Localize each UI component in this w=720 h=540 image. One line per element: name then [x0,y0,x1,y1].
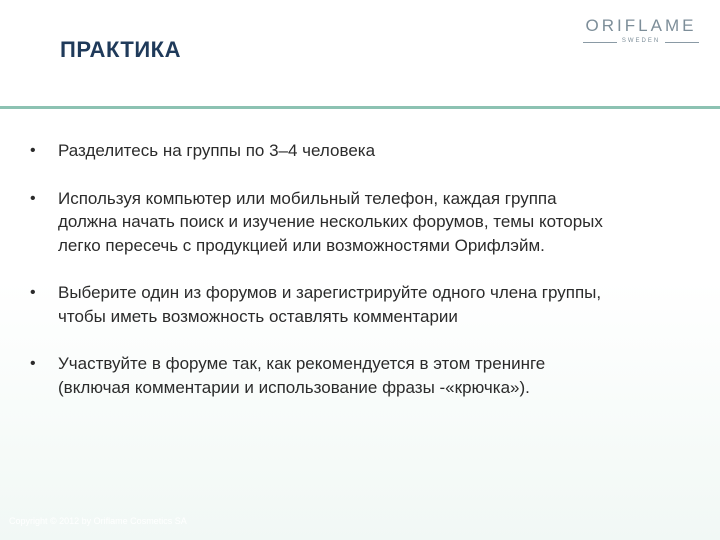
logo-subline [583,38,699,48]
bullet-item [30,352,610,399]
slide-body [0,109,720,540]
logo-line-right [665,42,699,43]
bullet-item [30,139,610,163]
bullet-item [30,281,610,328]
slide-header [0,0,720,106]
bullet-text: Выберите один из форумов и зарегистрируйте одного члена группы, чтобы иметь возможность оставлять комментарии [58,283,602,326]
logo-subtitle: SWEDEN [621,38,661,44]
bullet-text: Разделитесь на группы по 3–4 человека [58,141,376,160]
bullet-text: Используя компьютер или мобильный телефон, каждая группа должна начать поиск и изучение нескольких форумов, темы которых легко пересечь с продукцией или возможностями Орифлэйм. [58,188,603,255]
bullet-item [30,187,610,258]
bullet-text: Участвуйте в форуме так, как рекомендуется в этом тренинге (включая комментарии и использование фразы -«крючка»). [58,354,546,397]
bullet-marker: • [30,189,36,207]
bullet-marker: • [30,284,36,301]
copyright-footer: Copyright © 2012 by Oriflame Cosmetics SA [9,516,187,526]
oriflame-logo [583,16,699,48]
bullet-list [30,139,610,423]
bullet-marker: • [30,142,36,159]
logo-wordmark: ORIFLAME [585,16,697,35]
slide-title: ПРАКТИКА [60,37,181,62]
bullet-marker: • [30,355,36,372]
